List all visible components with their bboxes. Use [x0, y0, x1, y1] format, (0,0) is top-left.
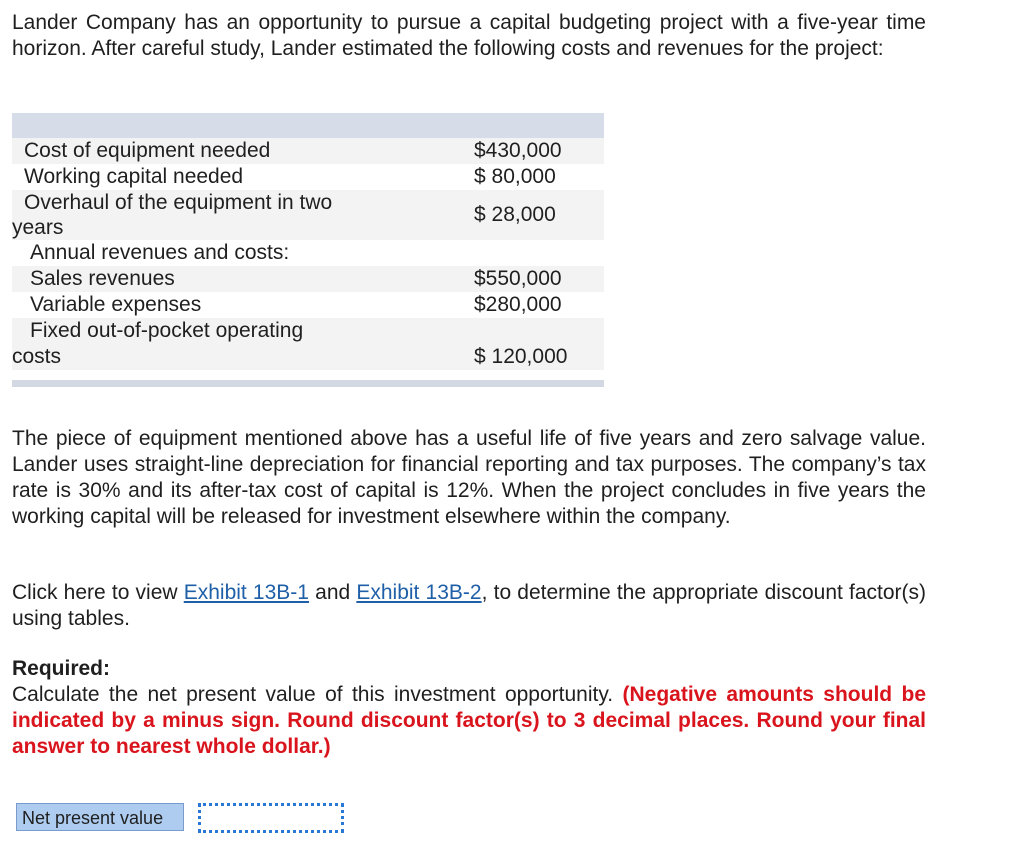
row-label: Variable expenses	[30, 293, 202, 316]
exhibit-13b-1-link[interactable]: Exhibit 13B-1	[183, 581, 309, 604]
row-value: $ 28,000	[474, 203, 556, 226]
table-row	[12, 318, 604, 370]
cost-revenue-table	[12, 113, 604, 368]
row-label: Overhaul of the equipment in two	[24, 191, 333, 214]
required-heading: Required:	[12, 657, 111, 680]
required-paragraph	[12, 656, 926, 760]
exhibit-middle: and	[308, 581, 357, 604]
row-label: Annual revenues and costs:	[30, 241, 290, 264]
table-row	[12, 164, 604, 190]
row-label: Sales revenues	[30, 267, 175, 290]
row-value: $280,000	[474, 293, 562, 316]
table-row	[12, 240, 604, 266]
exhibit-suffix: , to determine the appropriate discount factor(s) using tables.	[12, 581, 927, 630]
rounding-instruction: (Negative amounts should be indicated by a minus sign. Round discount factor(s) to 3 decimal places. Round your final answer to nearest whole dollar.)	[12, 683, 927, 758]
row-value: $550,000	[474, 267, 562, 290]
intro-paragraph: Lander Company has an opportunity to pursue a capital budgeting project with a five-year time horizon. After careful study, Lander estimated the following costs and revenues for the project:	[12, 11, 926, 60]
row-label-continued: costs	[12, 345, 62, 368]
description-paragraph: The piece of equipment mentioned above has a useful life of five years and zero salvage value. Lander uses straight-line depreciation for financial reporting and tax purposes. The company’s tax rate is 30% and its after-tax cost of capital is 12%. When the project concludes in five years the working capital will be released for investment elsewhere within the company.	[12, 427, 926, 528]
table-row	[12, 292, 604, 318]
row-label-continued: years	[12, 216, 64, 239]
row-value: $ 120,000	[474, 345, 568, 368]
table-row	[12, 266, 604, 292]
net-present-value-label: Net present value	[16, 803, 184, 831]
net-present-value-input[interactable]	[198, 803, 344, 833]
exhibit-13b-2-link[interactable]: Exhibit 13B-2	[356, 581, 482, 604]
required-text: Calculate the net present value of this investment opportunity.	[12, 683, 623, 706]
row-value: $430,000	[474, 139, 562, 162]
exhibit-prefix: Click here to view	[12, 581, 184, 604]
table-footer-bar	[12, 380, 604, 387]
table-row	[12, 190, 604, 240]
exhibit-paragraph	[12, 580, 926, 632]
table-header-bar	[12, 113, 604, 138]
row-label: Fixed out-of-pocket operating	[30, 319, 304, 342]
row-value: $ 80,000	[474, 165, 556, 188]
table-row	[12, 138, 604, 164]
row-label: Working capital needed	[24, 165, 244, 188]
row-label: Cost of equipment needed	[24, 139, 271, 162]
